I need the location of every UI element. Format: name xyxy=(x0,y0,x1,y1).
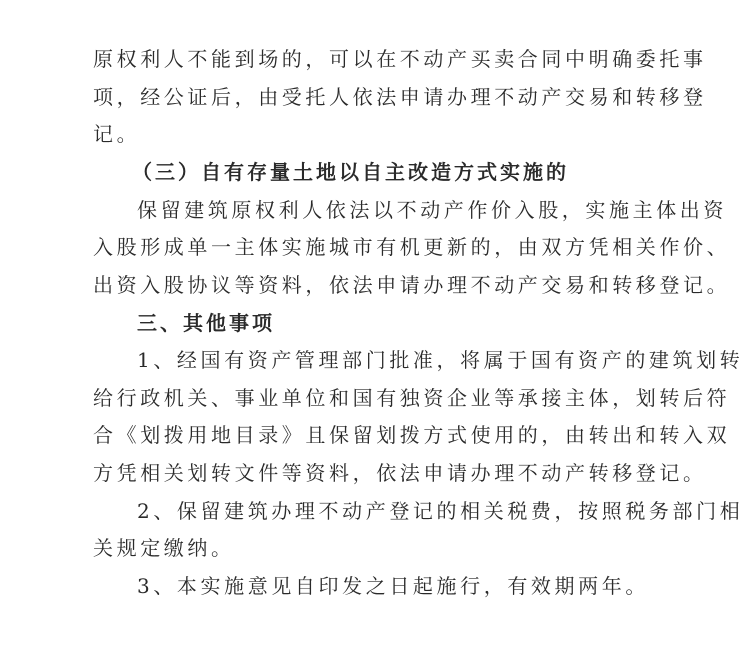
section-heading: （三）自有存量土地以自主改造方式实施的 xyxy=(132,160,569,184)
text-line: 合《划拨用地目录》且保留划拨方式使用的，由转出和转入双 xyxy=(93,423,731,447)
text-line: 出资入股协议等资料，依法申请办理不动产交易和转移登记。 xyxy=(93,273,731,297)
text-line: 关规定缴纳。 xyxy=(93,536,235,560)
text-line: 方凭相关划转文件等资料，依法申请办理不动产转移登记。 xyxy=(93,461,707,485)
text-line: 2、保留建筑办理不动产登记的相关税费，按照税务部门相 xyxy=(137,499,744,523)
text-line: 1、经国有资产管理部门批准，将属于国有资产的建筑划转 xyxy=(137,348,744,372)
text-line: 3、本实施意见自印发之日起施行，有效期两年。 xyxy=(137,574,649,598)
text-line: 保留建筑原权利人依法以不动产作价入股，实施主体出资 xyxy=(137,198,727,222)
text-line: 给行政机关、事业单位和国有独资企业等承接主体，划转后符 xyxy=(93,386,731,410)
text-line: 入股形成单一主体实施城市有机更新的，由双方凭相关作价、 xyxy=(93,235,731,259)
text-line: 原权利人不能到场的，可以在不动产买卖合同中明确委托事 xyxy=(93,47,707,71)
text-line: 项，经公证后，由受托人依法申请办理不动产交易和转移登 xyxy=(93,85,707,109)
text-line: 记。 xyxy=(93,122,141,146)
section-heading: 三、其他事项 xyxy=(137,311,275,335)
